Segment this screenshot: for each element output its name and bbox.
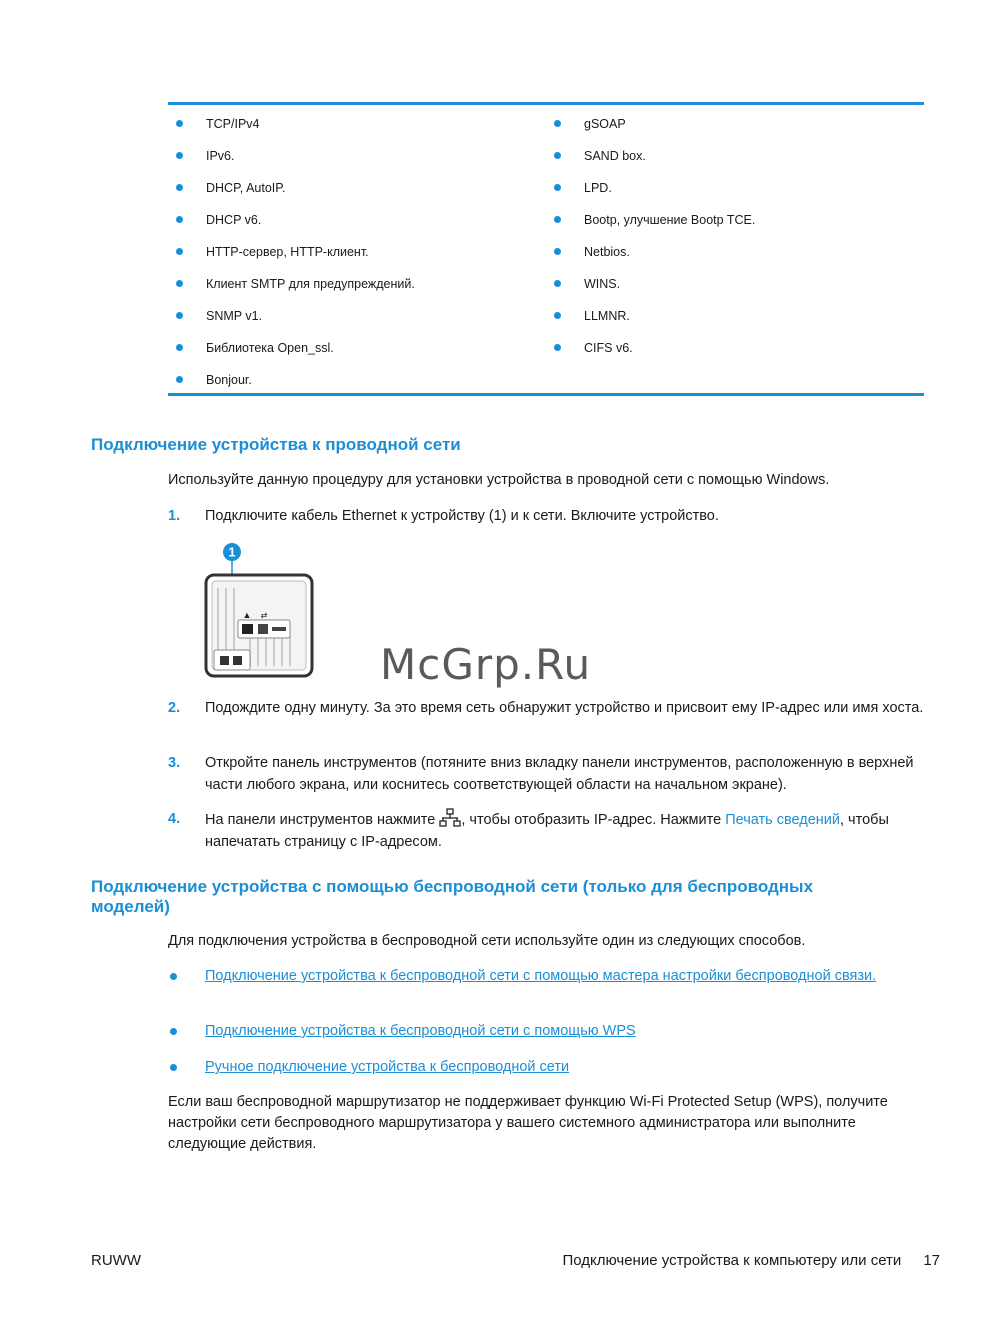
- manual-connect-link[interactable]: Ручное подключение устройства к беспроводной сети: [205, 1059, 570, 1075]
- protocol-list-left: [176, 116, 415, 404]
- bullet-icon: [170, 1028, 177, 1035]
- list-item: DHCP v6.: [176, 212, 415, 244]
- list-item: gSOAP: [554, 116, 755, 148]
- bullet-icon: [176, 216, 183, 223]
- bullet-icon: [176, 184, 183, 191]
- wired-heading: Подключение устройства к проводной сети: [91, 435, 461, 454]
- wireless-intro: Для подключения устройства в беспроводной сети используйте один из следующих способов.: [168, 933, 806, 949]
- list-item: SNMP v1.: [176, 308, 415, 340]
- bullet-icon: [554, 120, 561, 127]
- footer-doc-code: RUWW: [91, 1252, 141, 1269]
- wps-link[interactable]: Подключение устройства к беспроводной сети с помощью WPS: [205, 1023, 636, 1039]
- bullet-icon: [176, 280, 183, 287]
- step-number: 1.: [168, 508, 181, 524]
- list-item: TCP/IPv4: [176, 116, 415, 148]
- list-item: [168, 966, 928, 987]
- printer-rear-panel-icon: [200, 540, 320, 680]
- wizard-link[interactable]: Подключение устройства к беспроводной сети с помощью мастера настройки беспроводной связи.: [205, 968, 877, 984]
- step-4: [168, 808, 928, 853]
- bullet-icon: [554, 184, 561, 191]
- device-port-illustration: [200, 540, 320, 680]
- protocol-list-right: [554, 116, 755, 372]
- bullet-icon: [176, 344, 183, 351]
- wired-intro: Используйте данную процедуру для установки устройства в проводной сети с помощью Windows.: [168, 472, 830, 488]
- bullet-icon: [554, 216, 561, 223]
- print-details-link[interactable]: Печать сведений: [725, 812, 840, 828]
- bullet-icon: [554, 280, 561, 287]
- step-number: 3.: [168, 755, 181, 771]
- watermark: McGrp.Ru: [380, 640, 592, 689]
- network-icon: [439, 808, 461, 828]
- list-item: LPD.: [554, 180, 755, 212]
- list-item: LLMNR.: [554, 308, 755, 340]
- list-item: [168, 1057, 928, 1078]
- bullet-icon: [554, 248, 561, 255]
- step-number: 4.: [168, 811, 181, 827]
- list-item: Библиотека Open_ssl.: [176, 340, 415, 372]
- svg-text:▲: ▲: [242, 610, 252, 620]
- svg-text:⇄: ⇄: [260, 611, 268, 620]
- footer: [562, 1252, 940, 1269]
- footer-chapter-title: Подключение устройства к компьютеру или сети: [562, 1252, 902, 1269]
- step-1: [168, 505, 928, 527]
- list-item: IPv6.: [176, 148, 415, 180]
- wireless-heading: Подключение устройства с помощью беспроводной сети (только для беспроводных моделей): [91, 877, 814, 916]
- step-3: [168, 752, 928, 796]
- list-item: SAND box.: [554, 148, 755, 180]
- bullet-icon: [176, 152, 183, 159]
- protocol-table: [168, 102, 924, 396]
- list-item: Netbios.: [554, 244, 755, 276]
- callout-number: 1: [228, 544, 236, 560]
- step-text: Откройте панель инструментов (потяните вниз вкладку панели инструментов, расположенную в верхней части любого экрана, или коснитесь соответствующей области на начальном экране).: [205, 755, 914, 793]
- list-item: Bootp, улучшение Bootp TCE.: [554, 212, 755, 244]
- step-text: На панели инструментов нажмите , чтобы отобразить IP-адрес. Нажмите Печать сведений, чтобы напечатать страницу с IP-адресом.: [205, 808, 928, 853]
- list-item: Клиент SMTP для предупреждений.: [176, 276, 415, 308]
- list-item: [168, 1021, 928, 1042]
- step-2: [168, 697, 928, 719]
- step-text: Подождите одну минуту. За это время сеть обнаружит устройство и присвоит ему IP-адрес или имя хоста.: [205, 700, 924, 716]
- wireless-outro: Если ваш беспроводной маршрутизатор не поддерживает функцию Wi-Fi Protected Setup (WPS), получите настройки сети беспроводного маршрутизатора у вашего системного администратора или выполните следующие действия.: [168, 1094, 888, 1152]
- bullet-icon: [176, 248, 183, 255]
- bullet-icon: [554, 312, 561, 319]
- ethernet-port: [242, 624, 253, 634]
- bullet-icon: [554, 152, 561, 159]
- page-number: 17: [923, 1252, 940, 1269]
- bullet-icon: [170, 973, 177, 980]
- bullet-icon: [176, 120, 183, 127]
- bullet-icon: [176, 376, 183, 383]
- list-item: HTTP-сервер, HTTP-клиент.: [176, 244, 415, 276]
- list-item: WINS.: [554, 276, 755, 308]
- step-number: 2.: [168, 700, 181, 716]
- bullet-icon: [170, 1064, 177, 1071]
- list-item: CIFS v6.: [554, 340, 755, 372]
- list-item: Bonjour.: [176, 372, 415, 404]
- list-item: DHCP, AutoIP.: [176, 180, 415, 212]
- bullet-icon: [176, 312, 183, 319]
- bullet-icon: [554, 344, 561, 351]
- step-text: Подключите кабель Ethernet к устройству (1) и к сети. Включите устройство.: [205, 508, 719, 524]
